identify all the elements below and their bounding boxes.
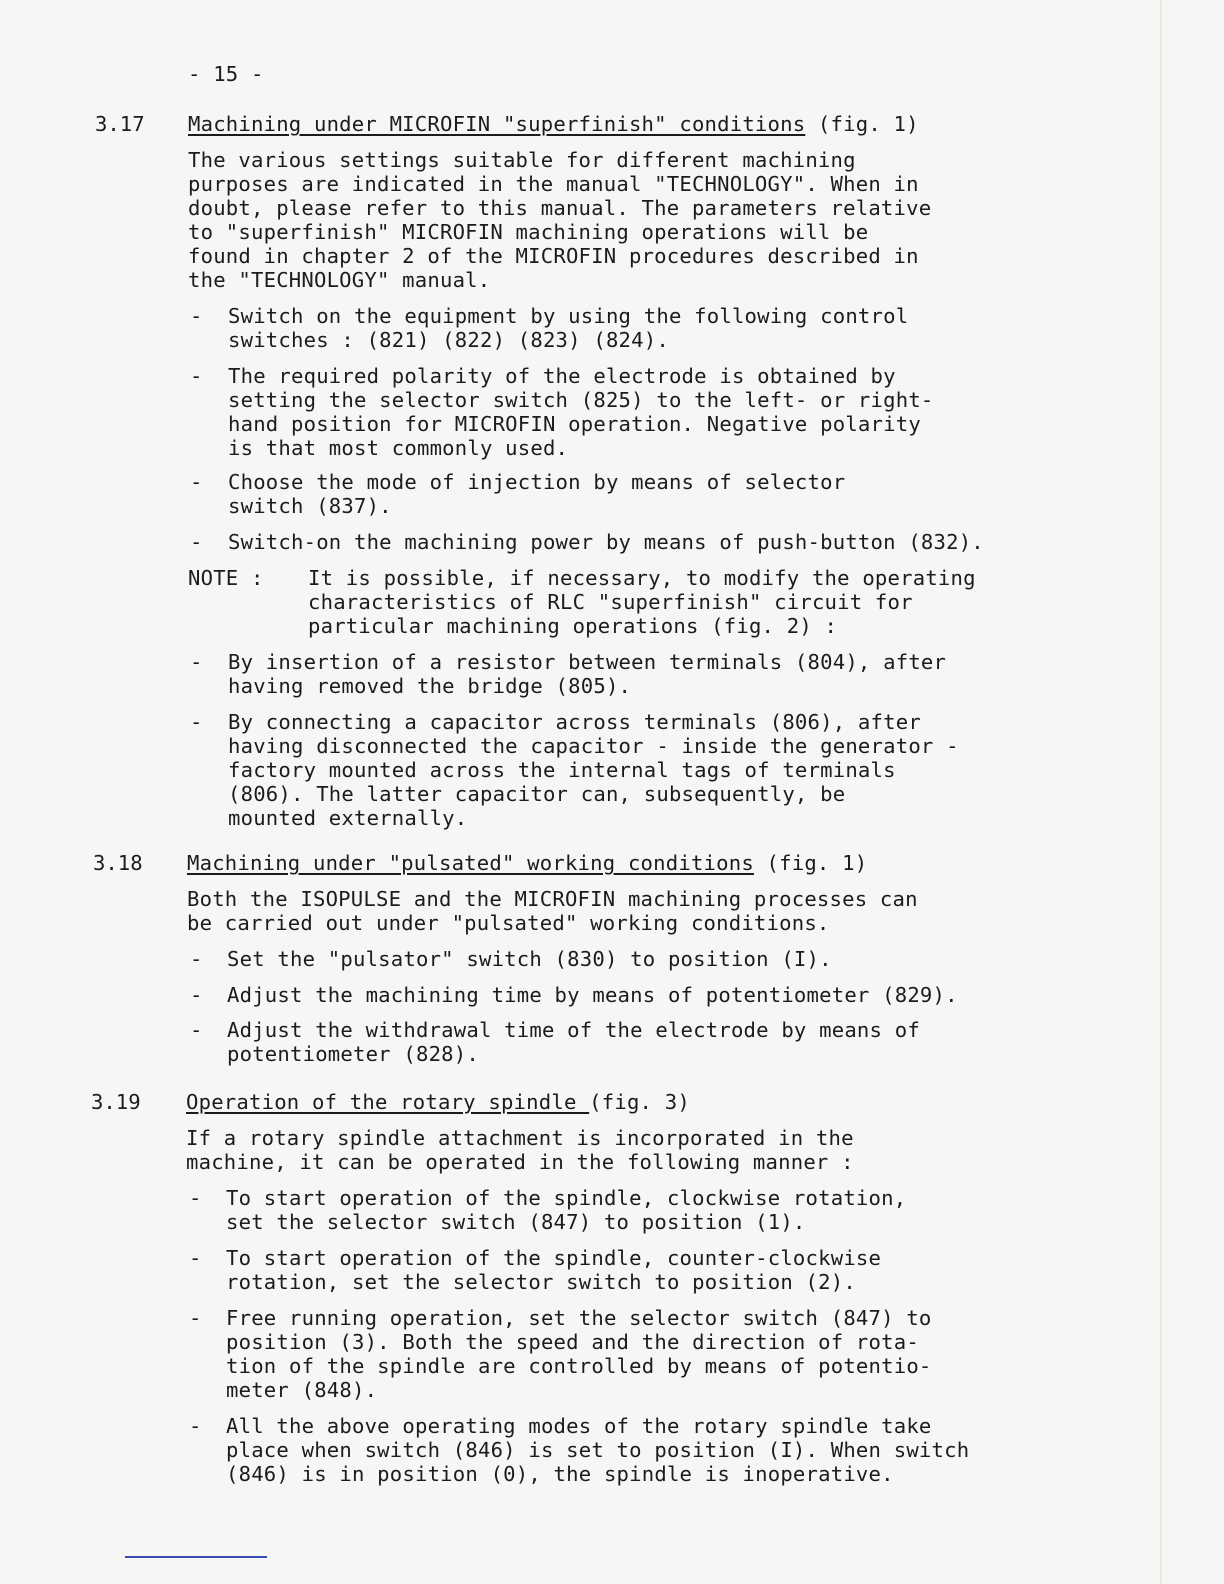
bullet-line: switches : (821) (822) (823) (824). bbox=[228, 328, 669, 352]
bullet-line: To start operation of the spindle, counter-clockwise bbox=[226, 1246, 882, 1270]
bullet-dash: - bbox=[189, 1186, 202, 1210]
bottom-rule bbox=[125, 1556, 267, 1558]
bullet-line: potentiometer (828). bbox=[227, 1042, 479, 1066]
paragraph-line: Both the ISOPULSE and the MICROFIN machining processes can bbox=[187, 887, 918, 911]
paragraph-line: to "superfinish" MICROFIN machining operations will be bbox=[188, 220, 869, 244]
page-number: - 15 - bbox=[188, 62, 264, 86]
section-heading: Machining under "pulsated" working conditions (fig. 1) bbox=[187, 851, 868, 875]
bullet-line: By insertion of a resistor between terminals (804), after bbox=[228, 650, 947, 674]
bullet-line: (846) is in position (0), the spindle is inoperative. bbox=[226, 1462, 894, 1486]
bullet-dash: - bbox=[189, 1306, 202, 1330]
bullet-line: Set the "pulsator" switch (830) to position (I). bbox=[227, 947, 832, 971]
paragraph-line: purposes are indicated in the manual "TECHNOLOGY". When in bbox=[188, 172, 919, 196]
bullet-line: Free running operation, set the selector switch (847) to bbox=[226, 1306, 932, 1330]
section-heading: Machining under MICROFIN "superfinish" conditions (fig. 1) bbox=[188, 112, 919, 136]
bullet-dash: - bbox=[190, 304, 203, 328]
bullet-dash: - bbox=[190, 470, 203, 494]
paragraph-line: the "TECHNOLOGY" manual. bbox=[188, 268, 491, 292]
note-line: characteristics of RLC "superfinish" circuit for bbox=[308, 590, 913, 614]
bullet-line: By connecting a capacitor across terminals (806), after bbox=[228, 710, 921, 734]
paragraph-line: be carried out under "pulsated" working conditions. bbox=[187, 911, 830, 935]
bullet-line: factory mounted across the internal tags of terminals bbox=[228, 758, 896, 782]
bullet-line: is that most commonly used. bbox=[228, 436, 569, 460]
paragraph-line: found in chapter 2 of the MICROFIN procedures described in bbox=[188, 244, 919, 268]
paragraph-line: doubt, please refer to this manual. The parameters relative bbox=[188, 196, 932, 220]
bullet-line: meter (848). bbox=[226, 1378, 378, 1402]
bullet-line: Adjust the machining time by means of potentiometer (829). bbox=[227, 983, 958, 1007]
bullet-line: having removed the bridge (805). bbox=[228, 674, 632, 698]
section-number: 3.18 bbox=[93, 851, 143, 875]
bullet-line: (806). The latter capacitor can, subsequently, be bbox=[228, 782, 846, 806]
section-number: 3.19 bbox=[91, 1090, 141, 1114]
bullet-line: place when switch (846) is set to position (I). When switch bbox=[226, 1438, 970, 1462]
bullet-line: hand position for MICROFIN operation. Negative polarity bbox=[228, 412, 921, 436]
bullet-line: Adjust the withdrawal time of the electrode by means of bbox=[227, 1018, 920, 1042]
bullet-line: set the selector switch (847) to position (1). bbox=[226, 1210, 806, 1234]
bullet-line: Switch on the equipment by using the following control bbox=[228, 304, 909, 328]
note-line: It is possible, if necessary, to modify the operating bbox=[308, 566, 976, 590]
bullet-dash: - bbox=[190, 983, 203, 1007]
bullet-line: rotation, set the selector switch to position (2). bbox=[226, 1270, 856, 1294]
bullet-line: having disconnected the capacitor - inside the generator - bbox=[228, 734, 959, 758]
section-heading: Operation of the rotary spindle (fig. 3) bbox=[186, 1090, 690, 1114]
bullet-dash: - bbox=[189, 1414, 202, 1438]
bullet-line: tion of the spindle are controlled by means of potentio- bbox=[226, 1354, 932, 1378]
bullet-line: All the above operating modes of the rotary spindle take bbox=[226, 1414, 932, 1438]
bullet-dash: - bbox=[190, 650, 203, 674]
paragraph-line: The various settings suitable for different machining bbox=[188, 148, 856, 172]
bullet-dash: - bbox=[190, 530, 203, 554]
bullet-line: The required polarity of the electrode is obtained by bbox=[228, 364, 896, 388]
section-number: 3.17 bbox=[95, 112, 145, 136]
bullet-line: Switch-on the machining power by means of push-button (832). bbox=[228, 530, 984, 554]
bullet-line: switch (837). bbox=[228, 494, 392, 518]
paragraph-line: If a rotary spindle attachment is incorporated in the bbox=[186, 1126, 854, 1150]
bullet-line: Choose the mode of injection by means of selector bbox=[228, 470, 846, 494]
bullet-line: setting the selector switch (825) to the left- or right- bbox=[228, 388, 934, 412]
bullet-dash: - bbox=[190, 364, 203, 388]
bullet-dash: - bbox=[189, 1246, 202, 1270]
bullet-dash: - bbox=[190, 947, 203, 971]
bullet-line: To start operation of the spindle, clockwise rotation, bbox=[226, 1186, 907, 1210]
paragraph-line: machine, it can be operated in the following manner : bbox=[186, 1150, 854, 1174]
bullet-line: mounted externally. bbox=[228, 806, 468, 830]
bullet-dash: - bbox=[190, 1018, 203, 1042]
note-line: particular machining operations (fig. 2) : bbox=[308, 614, 838, 638]
page-edge bbox=[1160, 0, 1162, 1584]
bullet-line: position (3). Both the speed and the direction of rota- bbox=[226, 1330, 919, 1354]
note-label: NOTE : bbox=[188, 566, 264, 590]
bullet-dash: - bbox=[190, 710, 203, 734]
